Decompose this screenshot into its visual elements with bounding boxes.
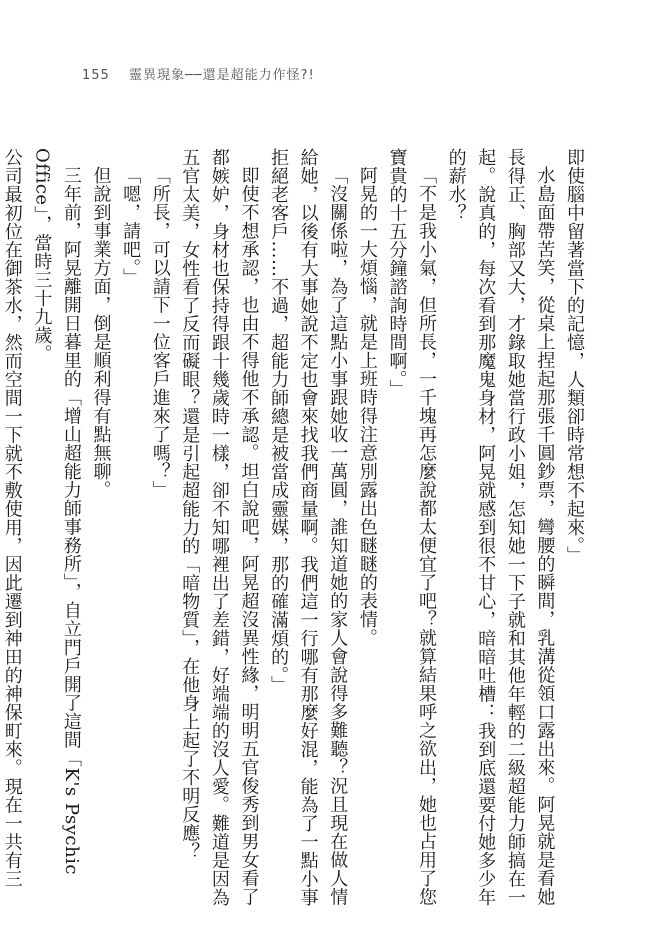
paragraph: 三年前，阿晃離開日暮里的「增山超能力師事務所」，自立門戶開了這間「K's Psychic Office」，當時三十九歲。 [31, 148, 82, 875]
paragraph: 水島面帶苦笑，從桌上捏起那張千圓鈔票，彎腰的瞬間，乳溝從領口露出來。阿晃就是看她長得正、胸部又大，才錄取她當行政小姐，怎知她一下子就和其他年輕的二級超能力師搞在一起。說真的，每次看到那魔鬼身材，阿晃就感到很不甘心，暗暗吐槽：我到底還要付她多少年的薪水？ [445, 148, 556, 907]
paragraph: 即使腦中留著當下的記憶，人類卻時常想不起來。」 [564, 148, 585, 565]
page-number: 155 [82, 68, 110, 83]
paragraph: 公司最初位在御茶水，然而空間一下就不敷使用，因此遷到神田的神保町來。現在一共有三 [1, 148, 23, 888]
paragraph: 「不是我小氣，但所長，一千塊再怎麼說都太便宜了吧？就算結果呼之欲出，她也占用了您寶貴的十五分鐘諮詢時間啊。」 [386, 148, 438, 906]
paragraph: 「沒關係啦，為了這點小事跟她收一萬圓，誰知道她的家人會說得多難聽？況且現在做人情給她，以後有大事她說不定也會來找我們商量啊。我們這一行哪有那麼好混，能為了一點小事拒絕老客戶……不過，超能力師總是被當成靈媒，那的確滿煩的。」 [268, 148, 349, 907]
running-header [82, 64, 315, 83]
paragraph: 「所長，可以請下一位客戶進來了嗎？」 [149, 166, 171, 499]
running-title: 靈異現象──還是超能力作怪?! [128, 68, 315, 83]
paragraph: 但說到事業方面，倒是順利得有點無聊。 [90, 166, 112, 499]
paragraph: 阿晃的一大煩惱，就是上班時得注意別露出色瞇瞇的表情。 [356, 166, 378, 647]
body-text [0, 148, 589, 918]
paragraph: 「嗯，請吧。」 [120, 166, 142, 287]
paragraph: 即使不想承認，也由不得他不承認。坦白說吧，阿晃超沒異性緣，明明五官俊秀到男女看了都嫉妒，身材也保持得跟十幾歲時一樣，卻不知哪裡出了差錯，好端端的沒人愛。難道是因為五官太美，女性看了反而礙眼？還是引起超能力的「暗物質」，在他身上起了不明反應？ [179, 148, 260, 907]
